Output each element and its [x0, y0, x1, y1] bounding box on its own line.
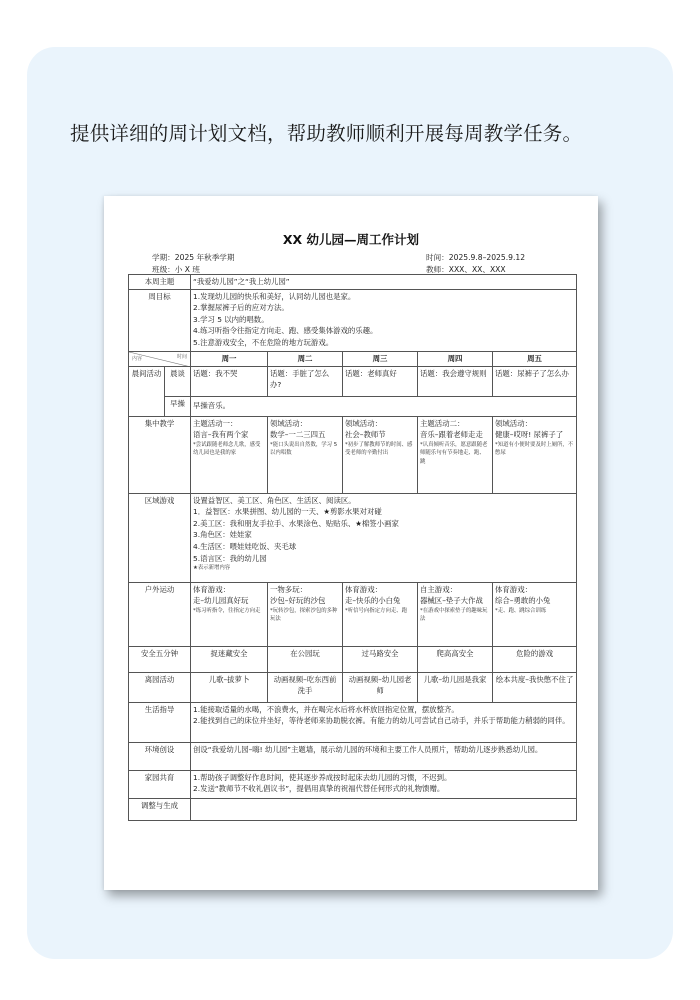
day-header: 周三	[343, 351, 418, 366]
activity-name: 语言–我有两个家	[193, 430, 249, 440]
goal-item: 1.发现幼儿园的快乐和美好，认同幼儿园也是家。	[193, 291, 356, 301]
adjust-value	[191, 798, 577, 820]
safety-topic: 过马路安全	[343, 646, 418, 672]
outdoor-label: 户外运动	[129, 582, 191, 646]
goal-item: 3.学习 5 以内的唱数。	[193, 314, 269, 324]
activity-note: *初步了解教师节的时间、感受老师的辛勤付出	[345, 441, 413, 457]
home-item: 2.发送“教师节不收礼倡议书”，提倡用真挚的祝福代替任何形式的礼物馈赠。	[193, 784, 445, 794]
day-header: 周四	[418, 351, 493, 366]
focus-cell	[418, 416, 493, 493]
activity-note: *能口头说出自然数，学习 5 以内唱数	[270, 441, 338, 457]
goal-item: 2.掌握尿裤子后的应对方法。	[193, 303, 289, 313]
day-header: 周一	[191, 351, 268, 366]
talk-topic: 话题：我会遵守规则	[418, 366, 493, 396]
talk-label: 晨谈	[165, 366, 191, 396]
activity-name: 器械区–垫子大作战	[420, 596, 483, 606]
activity-name: 综合–勇敢的小兔	[495, 596, 551, 606]
teacher-label: 教师：XXX、XX、XXX	[426, 265, 506, 274]
activity-title: 体育游戏：	[193, 584, 230, 594]
activity-title: 主题活动一：	[193, 418, 238, 428]
area-label: 区域游戏	[129, 493, 191, 582]
leave-activity: 动画视频–吃东西前洗手	[268, 672, 343, 702]
outdoor-cell	[493, 582, 577, 646]
activity-title: 领域活动：	[345, 418, 382, 428]
corner-time: 时间	[177, 353, 188, 360]
safety-label: 安全五分钟	[129, 646, 191, 672]
activity-title: 领域活动：	[270, 418, 307, 428]
activity-note: *在游戏中探索垫子的趣味玩法	[420, 607, 488, 623]
corner-cell	[129, 351, 191, 366]
safety-topic: 捉迷藏安全	[191, 646, 268, 672]
headline: 提供详细的周计划文档，帮助教师顺利开展每周教学任务。	[70, 122, 583, 145]
env-value: 创设“我爱幼儿园–嗨! 幼儿园”主题墙，展示幼儿园的环境和主要工作人员照片，帮助幼儿逐步熟悉幼儿园。	[191, 742, 577, 770]
activity-note: *尝试跟随老师念儿歌，感受幼儿园也是我的家	[193, 441, 261, 457]
document-title: XX 幼儿园—周工作计划	[282, 232, 420, 247]
activity-note: *听信号向指定方向走、跑	[345, 607, 408, 614]
morning-label: 晨间活动	[129, 366, 165, 416]
area-item: 3.角色区：娃娃家	[193, 530, 252, 540]
focus-label: 集中教学	[129, 416, 191, 493]
life-item: 1.能接取适量的水喝，不浪费水，并在喝完水后将水杯放回指定位置，摆放整齐。	[193, 704, 459, 714]
env-label: 环境创设	[129, 742, 191, 770]
area-note: ★表示新增内容	[193, 565, 231, 572]
home-item: 1.帮助孩子调整好作息时间，使其逐步养成按时起床去幼儿园的习惯，不迟到。	[193, 772, 452, 782]
goal-label: 周目标	[129, 289, 191, 351]
focus-cell	[191, 416, 268, 493]
day-header: 周五	[493, 351, 577, 366]
area-list	[191, 493, 577, 582]
leave-activity: 动画视频–幼儿园老师	[343, 672, 418, 702]
talk-topic: 话题：我不哭	[191, 366, 268, 396]
goal-list	[191, 289, 577, 351]
corner-content: 内容	[132, 356, 143, 362]
exercise-value: 早操音乐。	[191, 396, 577, 416]
activity-name: 音乐–跟着老师走走	[420, 430, 483, 440]
area-item: 2.美工区：我和朋友手拉手、水果涂色、贴贴乐、★棉签小画家	[193, 518, 399, 528]
activity-name: 沙包–好玩的沙包	[270, 596, 326, 606]
focus-cell	[268, 416, 343, 493]
talk-topic: 话题：手脏了怎么办?	[268, 366, 343, 396]
term-label: 学期：2025 年秋季学期	[152, 253, 235, 262]
outdoor-cell	[268, 582, 343, 646]
activity-note: *练习听指令，往指定方向走	[193, 607, 261, 614]
activity-name: 社会–教师节	[345, 430, 386, 440]
life-item: 2.能找到自己的床位并坐好，等待老师来协助脱衣裤。有能力的幼儿可尝试自己动手，并乐于帮助能力稍弱的同伴。	[193, 716, 570, 726]
activity-title: 一物多玩：	[270, 584, 307, 594]
leave-activity: 儿歌–幼儿园是我家	[418, 672, 493, 702]
goal-item: 4.练习听指令往指定方向走、跑、感受集体游戏的乐趣。	[193, 326, 378, 336]
activity-note: *走、跑、跳综合训练	[495, 607, 547, 614]
plan-document	[104, 196, 598, 890]
home-list	[191, 770, 577, 798]
weekly-plan-table	[128, 274, 577, 821]
activity-title: 体育游戏：	[495, 584, 532, 594]
home-label: 家园共育	[129, 770, 191, 798]
activity-title: 自主游戏：	[420, 584, 457, 594]
theme-label: 本周主题	[129, 275, 191, 290]
area-item: 4.生活区：喂娃娃吃饭、夹毛球	[193, 541, 297, 551]
talk-topic: 话题：老师真好	[343, 366, 418, 396]
focus-cell	[343, 416, 418, 493]
activity-title: 领域活动：	[495, 418, 532, 428]
focus-cell	[493, 416, 577, 493]
theme-value: “我爱幼儿园”之“我上幼儿园”	[191, 275, 577, 290]
exercise-label: 早操	[165, 396, 191, 416]
activity-note: *玩转沙包，探索沙包的多种玩法	[270, 607, 338, 623]
goal-item: 5.注意游戏安全，不在危险的地方玩游戏。	[193, 337, 334, 347]
activity-note: *认真倾听音乐，愿意跟随老师随乐句有节奏地走、跑、跳	[420, 441, 488, 465]
activity-name: 走–幼儿园真好玩	[193, 596, 249, 606]
activity-note: *知道有小便时要及时上厕所，不憋尿	[495, 441, 574, 457]
area-item: 1．益智区：水果拼图、幼儿园的一天、★剪影水果对对碰	[193, 507, 382, 517]
safety-topic: 在公园玩	[268, 646, 343, 672]
area-item: 5.语言区：我的幼儿园	[193, 553, 267, 563]
time-label: 时间：2025.9.8–2025.9.12	[426, 253, 526, 262]
adjust-label: 调整与生成	[129, 798, 191, 820]
life-label: 生活指导	[129, 702, 191, 742]
outdoor-cell	[418, 582, 493, 646]
activity-name: 健康–哎呀! 尿裤子了	[495, 430, 564, 440]
leave-activity: 儿歌–拔萝卜	[191, 672, 268, 702]
class-label: 班级：小 X 班	[152, 265, 200, 274]
safety-topic: 危险的游戏	[493, 646, 577, 672]
area-item: 设置益智区、美工区、角色区、生活区、阅读区。	[193, 495, 356, 505]
leave-activity: 绘本共度–我快憋不住了	[493, 672, 577, 702]
safety-topic: 爬高高安全	[418, 646, 493, 672]
leave-label: 离园活动	[129, 672, 191, 702]
activity-title: 主题活动二：	[420, 418, 465, 428]
day-header: 周二	[268, 351, 343, 366]
talk-topic: 话题：尿裤子了怎么办	[493, 366, 577, 396]
life-list	[191, 702, 577, 742]
outdoor-cell	[191, 582, 268, 646]
activity-name: 走–快乐的小白兔	[345, 596, 401, 606]
outdoor-cell	[343, 582, 418, 646]
activity-title: 体育游戏：	[345, 584, 382, 594]
activity-name: 数学–一二三四五	[270, 430, 326, 440]
